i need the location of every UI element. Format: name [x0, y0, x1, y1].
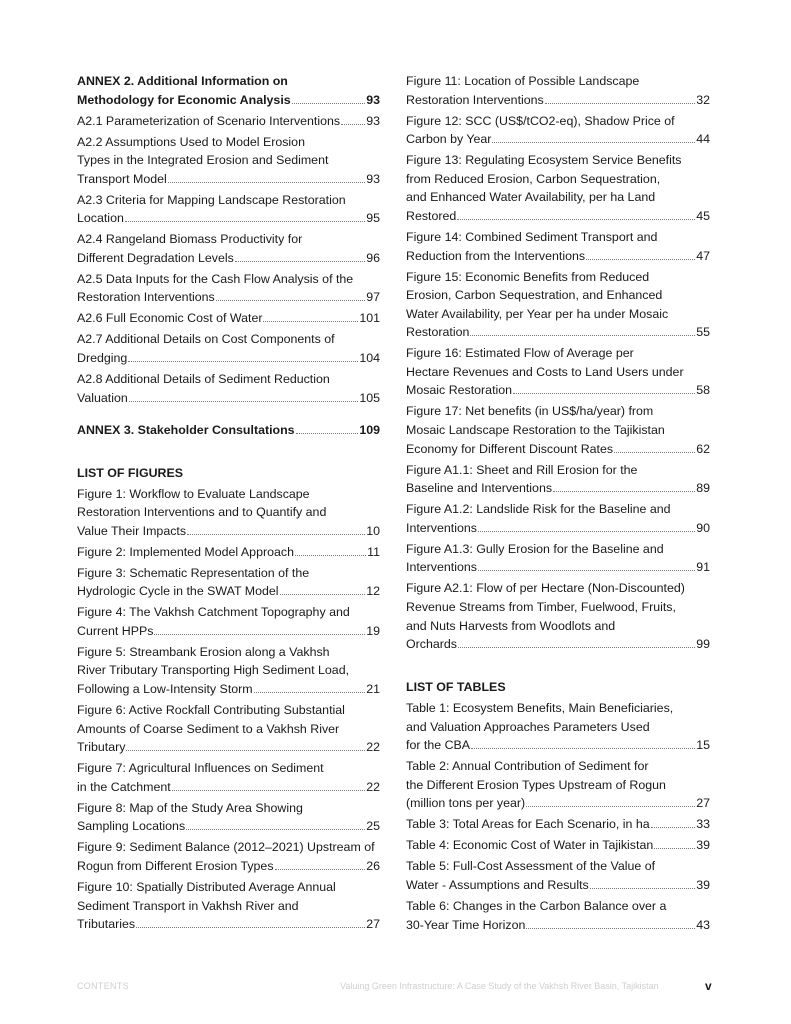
toc-entry-text: A2.6 Full Economic Cost of Water: [77, 311, 263, 326]
toc-entry-text: A2.7 Additional Details on Cost Components of: [77, 332, 335, 347]
toc-entry-text: Figure 8: Map of the Study Area Showing: [77, 800, 303, 815]
toc-entry-text: Table 6: Changes in the Carbon Balance over a: [406, 898, 667, 913]
leader-dots: [275, 869, 366, 870]
leader-dots: [478, 531, 695, 532]
toc-entry[interactable]: [77, 191, 380, 228]
toc-entry-text: ANNEX 2. Additional Information on: [77, 74, 288, 88]
leader-dots: [492, 142, 695, 143]
toc-entry-annex2[interactable]: [77, 72, 380, 109]
toc-page-number: 19: [366, 623, 380, 638]
list-of-figures-heading: LIST OF FIGURES: [77, 465, 184, 480]
leader-dots: [545, 103, 695, 104]
leader-dots: [590, 888, 695, 889]
footer-document-title: Valuing Green Infrastructure: A Case Study of the Vakhsh River Basin, Tajikistan: [340, 981, 659, 991]
toc-entry-text: A2.3 Criteria for Mapping Landscape Restoration: [77, 192, 346, 207]
toc-entry-text: Location: [77, 211, 124, 226]
toc-entry-text: and Nuts Harvests from Woodlots and: [406, 618, 616, 633]
toc-page-number: 44: [696, 132, 710, 147]
toc-page-number: 11: [367, 544, 380, 559]
leader-dots: [187, 534, 365, 535]
toc-page-number: 22: [366, 779, 380, 794]
toc-entry-text: Restored: [406, 208, 457, 223]
toc-entry-text: Figure 15: Economic Benefits from Reduced: [406, 269, 650, 284]
toc-page-number: 97: [366, 290, 380, 305]
toc-entry-text: Figure 6: Active Rockfall Contributing Substantial: [77, 703, 345, 718]
toc-entry[interactable]: [77, 759, 380, 796]
leader-dots: [651, 827, 696, 828]
toc-entry[interactable]: [406, 402, 710, 458]
toc-entry-text: Transport Model: [77, 171, 167, 186]
toc-entry-text: Water - Assumptions and Results: [406, 878, 589, 892]
leader-dots: [168, 182, 365, 183]
toc-entry[interactable]: [406, 857, 710, 894]
leader-dots: [458, 647, 695, 648]
toc-entry-text: Figure 3: Schematic Representation of the: [77, 565, 310, 580]
toc-entry[interactable]: [406, 579, 710, 653]
toc-entry-text: Amounts of Coarse Sediment to a Vakhsh River: [77, 721, 340, 736]
figures-list-left: [77, 485, 380, 934]
leader-dots: [295, 555, 366, 556]
leader-dots: [235, 261, 365, 262]
toc-page-number: 15: [696, 738, 710, 753]
leader-dots: [553, 491, 695, 492]
toc-entry[interactable]: [406, 815, 710, 834]
toc-entry-text: Table 3: Total Areas for Each Scenario, in ha: [406, 817, 650, 832]
toc-page-number: 55: [696, 325, 710, 340]
annex2-list: [77, 112, 380, 408]
leader-dots: [296, 433, 359, 434]
leader-dots: [457, 219, 695, 220]
toc-entry-text: River Tributary Transporting High Sediment Load,: [77, 663, 350, 678]
toc-entry-text: and Enhanced Water Availability, per ha Land: [406, 190, 656, 205]
toc-entry-text: A2.4 Rangeland Biomass Productivity for: [77, 232, 303, 247]
toc-entry-text: Current HPPs: [77, 623, 154, 638]
toc-entry[interactable]: [77, 701, 380, 757]
toc-entry-text: Following a Low-Intensity Storm: [77, 682, 253, 697]
toc-entry[interactable]: [77, 485, 380, 541]
toc-entry[interactable]: [77, 878, 380, 934]
toc-entry-text: (million tons per year): [406, 796, 526, 811]
leader-dots: [614, 452, 695, 453]
toc-entry-text: Figure 16: Estimated Flow of Average per: [406, 346, 634, 361]
toc-entry-text: Rogun from Different Erosion Types: [77, 858, 274, 873]
leader-dots: [263, 321, 358, 322]
toc-entry[interactable]: [406, 112, 710, 149]
toc-entry-text: Orchards: [406, 637, 457, 652]
leader-dots: [154, 634, 365, 635]
toc-entry[interactable]: [406, 757, 710, 813]
toc-entry-text: Restoration Interventions: [77, 290, 215, 305]
toc-page-number: 90: [696, 520, 710, 535]
toc-entry-text: Dredging: [77, 351, 128, 366]
toc-entry-text: Baseline and Interventions: [406, 481, 553, 496]
toc-page-number: 93: [366, 92, 380, 107]
toc-entry-text: A2.5 Data Inputs for the Cash Flow Analysis of the: [77, 271, 354, 286]
toc-page-number: 93: [366, 171, 380, 186]
toc-page-number: 109: [359, 422, 380, 437]
page-footer: [0, 979, 791, 993]
toc-page-number: 27: [366, 917, 380, 932]
toc-page-number: 89: [696, 481, 710, 496]
toc-entry[interactable]: [77, 643, 380, 699]
toc-entry-text: from Reduced Erosion, Carbon Sequestration,: [406, 171, 661, 186]
leader-dots: [526, 806, 695, 807]
toc-entry[interactable]: [77, 270, 380, 307]
toc-entry[interactable]: [406, 268, 710, 342]
leader-dots: [341, 124, 365, 125]
leader-dots: [526, 928, 695, 929]
toc-entry-text: Figure 12: SCC (US$/tCO2-eq), Shadow Price of: [406, 113, 675, 128]
toc-entry-text: Table 4: Economic Cost of Water in Tajikistan: [406, 838, 654, 853]
toc-entry-text: Revenue Streams from Timber, Fuelwood, Fruits,: [406, 599, 676, 614]
list-of-tables-heading: LIST OF TABLES: [406, 680, 506, 695]
toc-page-number: 95: [366, 211, 380, 226]
leader-dots: [129, 401, 359, 402]
toc-entry-text: Reduction from the Interventions: [406, 248, 586, 263]
leader-dots: [280, 594, 366, 595]
leader-dots: [216, 300, 365, 301]
toc-page-number: 27: [696, 796, 710, 811]
toc-entry-annex3[interactable]: [77, 421, 380, 440]
toc-entry-text: Hydrologic Cycle in the SWAT Model: [77, 584, 279, 599]
toc-entry[interactable]: [406, 228, 710, 265]
toc-page-number: 33: [696, 817, 710, 832]
toc-entry-text: Tributary: [77, 740, 126, 755]
toc-entry-text: Water Availability, per Year per ha under Mosaic: [406, 306, 669, 321]
toc-page-number: 62: [696, 441, 710, 456]
toc-entry[interactable]: [77, 543, 380, 562]
toc-page-number: 91: [696, 560, 710, 575]
toc-page-number: 104: [359, 351, 380, 366]
toc-entry-text: Hectare Revenues and Costs to Land Users under: [406, 364, 684, 379]
toc-entry-text: A2.1 Parameterization of Scenario Interventions: [77, 113, 341, 128]
left-column: [77, 72, 380, 936]
toc-entry-text: ANNEX 3. Stakeholder Consultations: [77, 422, 295, 437]
toc-entry-text: Interventions: [406, 520, 477, 535]
toc-page-number: 93: [366, 113, 380, 128]
toc-entry-text: Figure A1.1: Sheet and Rill Erosion for the: [406, 462, 638, 477]
leader-dots: [478, 570, 695, 571]
toc-entry-text: Restoration: [406, 325, 470, 340]
leader-dots: [136, 927, 365, 928]
toc-entry[interactable]: [77, 799, 380, 836]
leader-dots: [172, 790, 366, 791]
toc-entry[interactable]: [406, 897, 710, 934]
toc-entry[interactable]: [406, 151, 710, 225]
toc-entry-text: Restoration Interventions and to Quantify and: [77, 505, 327, 520]
toc-entry-text: in the Catchment: [77, 779, 171, 794]
toc-entry-text: Value Their Impacts: [77, 523, 187, 538]
leader-dots: [126, 750, 365, 751]
toc-entry-text: and Valuation Approaches Parameters Used: [406, 719, 650, 734]
toc-entry-text: for the CBA: [406, 738, 471, 753]
toc-entry-text: Figure 17: Net benefits (in US$/ha/year) from: [406, 404, 654, 419]
toc-entry-text: Types in the Integrated Erosion and Sediment: [77, 153, 329, 168]
toc-entry-text: A2.8 Additional Details of Sediment Reduction: [77, 372, 330, 387]
toc-entry-text: Figure 1: Workflow to Evaluate Landscape: [77, 486, 310, 501]
toc-entry-text: Figure 9: Sediment Balance (2012–2021) Upstream of: [77, 840, 375, 855]
toc-page-number: 22: [366, 740, 380, 755]
toc-entry-text: Erosion, Carbon Sequestration, and Enhanced: [406, 288, 663, 303]
toc-page-number: 26: [366, 858, 380, 873]
toc-entry-text: Table 1: Ecosystem Benefits, Main Beneficiaries,: [406, 701, 674, 716]
right-column: [406, 72, 710, 937]
leader-dots: [654, 848, 695, 849]
toc-entry[interactable]: [406, 836, 710, 855]
toc-entry-text: Sampling Locations: [77, 819, 186, 834]
leader-dots: [254, 692, 366, 693]
toc-entry[interactable]: [77, 603, 380, 640]
leader-dots: [471, 748, 695, 749]
toc-entry-text: Economy for Different Discount Rates: [406, 441, 614, 456]
toc-entry[interactable]: [77, 133, 380, 189]
toc-page-number: 58: [696, 383, 710, 398]
toc-entry[interactable]: [406, 461, 710, 498]
tables-list: [406, 699, 710, 934]
toc-entry-text: Mosaic Landscape Restoration to the Tajikistan: [406, 423, 665, 438]
toc-entry-text: Methodology for Economic Analysis: [77, 92, 291, 107]
toc-entry-text: Different Degradation Levels: [77, 250, 234, 265]
toc-page-number: 43: [696, 917, 710, 932]
leader-dots: [186, 829, 365, 830]
toc-entry-text: Restoration Interventions: [406, 92, 544, 107]
toc-entry-text: Sediment Transport in Vakhsh River and: [77, 898, 299, 913]
toc-page-number: 32: [696, 92, 710, 107]
toc-page-number: 99: [696, 637, 710, 652]
toc-entry-text: Tributaries: [77, 917, 136, 932]
leader-dots: [513, 393, 695, 394]
footer-contents-link[interactable]: CONTENTS: [77, 981, 129, 991]
toc-entry-text: Figure 14: Combined Sediment Transport and: [406, 229, 658, 244]
toc-entry-text: 30-Year Time Horizon: [406, 917, 526, 932]
toc-entry[interactable]: [77, 112, 380, 131]
toc-entry-text: Valuation: [77, 390, 128, 405]
toc-entry-text: Figure A1.2: Landslide Risk for the Baseline and: [406, 502, 671, 517]
toc-page-number: 45: [696, 208, 710, 223]
toc-page-number: 21: [366, 682, 380, 697]
toc-entry-text: Carbon by Year: [406, 132, 492, 147]
toc-page-number: 101: [359, 311, 380, 326]
toc-entry-text: Figure 4: The Vakhsh Catchment Topography and: [77, 605, 350, 620]
toc-page-number: 39: [696, 838, 710, 853]
toc-entry[interactable]: [77, 370, 380, 407]
toc-entry-text: Table 5: Full-Cost Assessment of the Value of: [406, 859, 656, 874]
toc-entry[interactable]: [77, 838, 380, 875]
toc-entry[interactable]: [406, 344, 710, 400]
toc-page-number: 12: [366, 584, 380, 599]
toc-entry[interactable]: [406, 500, 710, 537]
toc-entry[interactable]: [77, 309, 380, 328]
leader-dots: [586, 259, 695, 260]
leader-dots: [128, 361, 358, 362]
toc-page-number: 105: [359, 390, 380, 405]
leader-dots: [470, 335, 695, 336]
toc-entry-text: Figure 7: Agricultural Influences on Sediment: [77, 761, 324, 776]
toc-entry-text: Mosaic Restoration: [406, 383, 513, 398]
toc-entry-text: Table 2: Annual Contribution of Sediment for: [406, 759, 649, 774]
toc-entry-text: Figure A1.3: Gully Erosion for the Baseline and: [406, 541, 664, 556]
toc-entry-text: Figure 10: Spatially Distributed Average Annual: [77, 879, 336, 894]
toc-entry-text: Figure 5: Streambank Erosion along a Vakhsh: [77, 644, 330, 659]
toc-entry[interactable]: [406, 699, 710, 755]
toc-page-number: 96: [366, 250, 380, 265]
toc-entry[interactable]: [406, 72, 710, 109]
toc-entry-text: Figure 13: Regulating Ecosystem Service Benefits: [406, 153, 682, 168]
toc-page-number: 39: [696, 878, 710, 892]
toc-page-number: 10: [366, 523, 380, 538]
toc-entry[interactable]: [77, 230, 380, 267]
toc-entry-text: A2.2 Assumptions Used to Model Erosion: [77, 134, 305, 149]
toc-entry[interactable]: [77, 564, 380, 601]
toc-entry[interactable]: [406, 540, 710, 577]
toc-entry-text: Figure A2.1: Flow of per Hectare (Non-Discounted): [406, 581, 685, 596]
toc-page-number: 25: [366, 819, 380, 834]
toc-page-number: 47: [696, 248, 710, 263]
toc-entry-text: Figure 2: Implemented Model Approach: [77, 544, 294, 559]
leader-dots: [292, 103, 366, 104]
figures-list-right: [406, 72, 710, 654]
toc-entry-text: Figure 11: Location of Possible Landscape: [406, 74, 640, 88]
footer-page-number: v: [705, 979, 712, 993]
toc-entry[interactable]: [77, 330, 380, 367]
toc-entry-text: Interventions: [406, 560, 477, 575]
toc-entry-text: the Different Erosion Types Upstream of Rogun: [406, 777, 666, 792]
leader-dots: [125, 221, 365, 222]
